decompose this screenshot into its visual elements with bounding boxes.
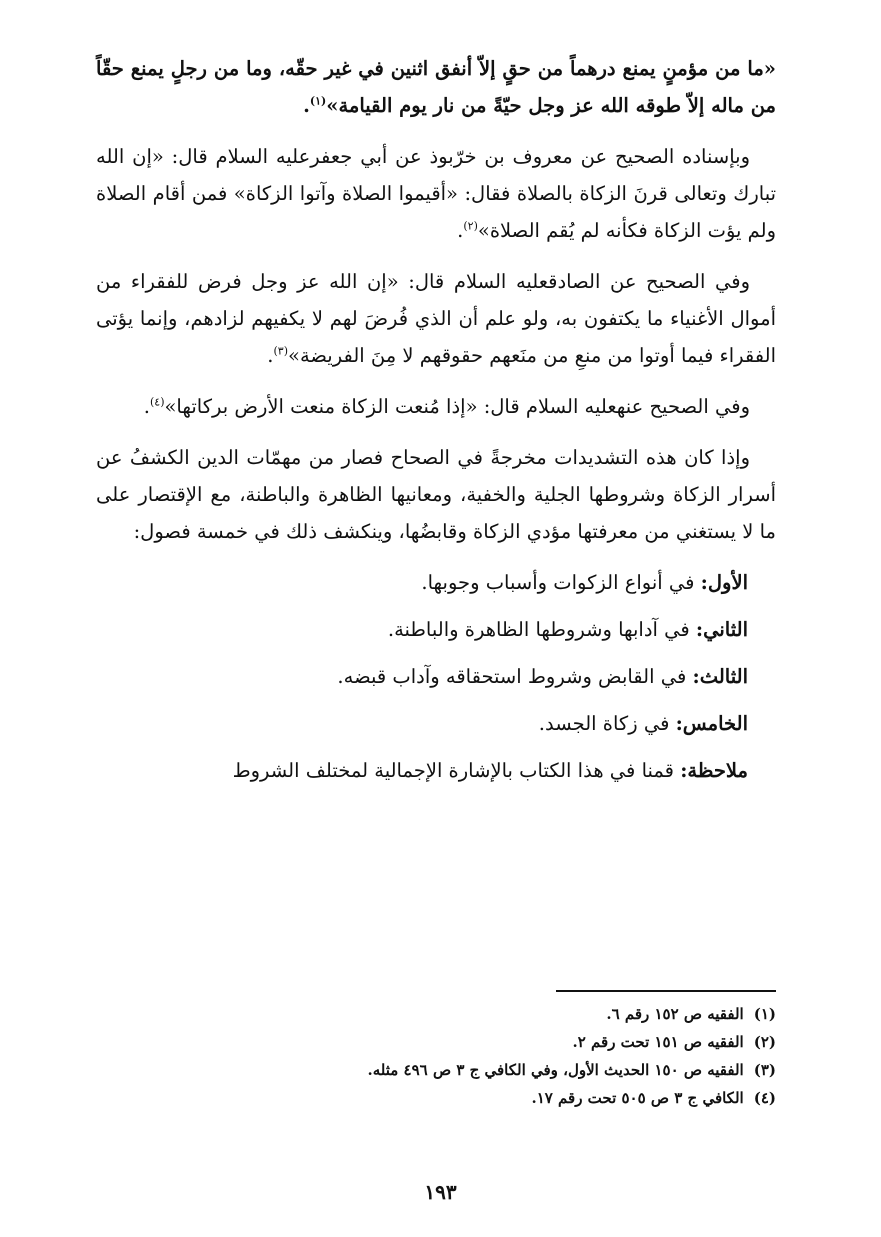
footnote-ref-4: (٤) (149, 395, 165, 409)
footnote-3: (٣)الفقيه ص ١٥٠ الحديث الأول، وفي الكافي ج ٣ ص ٤٩٦ مثله. (367, 1061, 776, 1079)
paragraph-3: وفي الصحيح عن الصادقعليه السلام قال: «إن الله عز وجل فرض للفقراء من أموال الأغنياء ما يكتفون به، ولو علم أن الذي فُرضَ لهم لا يكفيهم لزادهم، وإنما يؤتى الفقراء فيما أوتوا من منعِ من منَعهم حقوقهم لا مِنَ الفريضة»$^{(٣)}$. (96, 270, 776, 367)
page-number: ١٩٣ (424, 1180, 457, 1204)
paragraph-4: وفي الصحيح عنهعليه السلام قال: «إذا مُنعت الزكاة منعت الأرض بركاتها»$^{(٤)}$. (143, 395, 750, 418)
footnotes (96, 1000, 776, 1112)
section-item-1: الأول: في أنواع الزكوات وأسباب وجوبها. (421, 571, 748, 594)
section-item-2: الثاني: في آدابها وشروطها الظاهرة والباطنة. (387, 618, 748, 641)
footnote-divider (556, 990, 776, 992)
footnote-4: (٤)الكافي ج ٣ ص ٥٠٥ تحت رقم ١٧. (531, 1089, 776, 1107)
section-item-3: الثالث: في القابض وشروط استحقاقه وآداب قبضه. (337, 665, 748, 688)
hadith-paragraph-1: «ما من مؤمنٍ يمنع درهماً من حقٍ إلاّ أنفق اثنين في غير حقّه، وما من رجلٍ يمنع حقّاً من ماله إلاّ طوقه الله عز وجل حيّةً من نار يوم القيامة»$^{(١)}$. (96, 57, 776, 117)
footnote-2: (٢)الفقيه ص ١٥١ تحت رقم ٢. (572, 1033, 776, 1051)
footnote-ref-2: (٢) (463, 219, 478, 233)
section-item-4: الخامس: في زكاة الجسد. (538, 712, 748, 735)
footnote-ref-3: (٣) (273, 344, 289, 358)
paragraph-5: وإذا كان هذه التشديدات مخرجةً في الصحاح فصار من مهمّات الدين الكشفُ عن أسرار الزكاة وشروطها الجلية والخفية، ومعانيها الظاهرة والباطنة، مع الإقتصار على ما لا يستغني من معرفتها مؤدي الزكاة وقابضُها، وينكشف ذلك في خمسة فصول: (96, 446, 776, 543)
footnote-ref-1: (١) (309, 94, 327, 108)
body-text (96, 50, 776, 799)
note-line: ملاحظة: قمنا في هذا الكتاب بالإشارة الإجمالية لمختلف الشروط (232, 759, 748, 782)
paragraph-2: وبإسناده الصحيح عن معروف بن خرّبوذ عن أبي جعفرعليه السلام قال: «إن الله تبارك وتعالى قرنَ الزكاة بالصلاة فقال: «أقيموا الصلاة وآتوا الزكاة» فمن أقام الصلاة ولم يؤت الزكاة فكأنه لم يُقم الصلاة»$^{(٢)}$. (96, 145, 776, 242)
footnote-1: (١)الفقيه ص ١٥٢ رقم ٦. (606, 1005, 776, 1023)
